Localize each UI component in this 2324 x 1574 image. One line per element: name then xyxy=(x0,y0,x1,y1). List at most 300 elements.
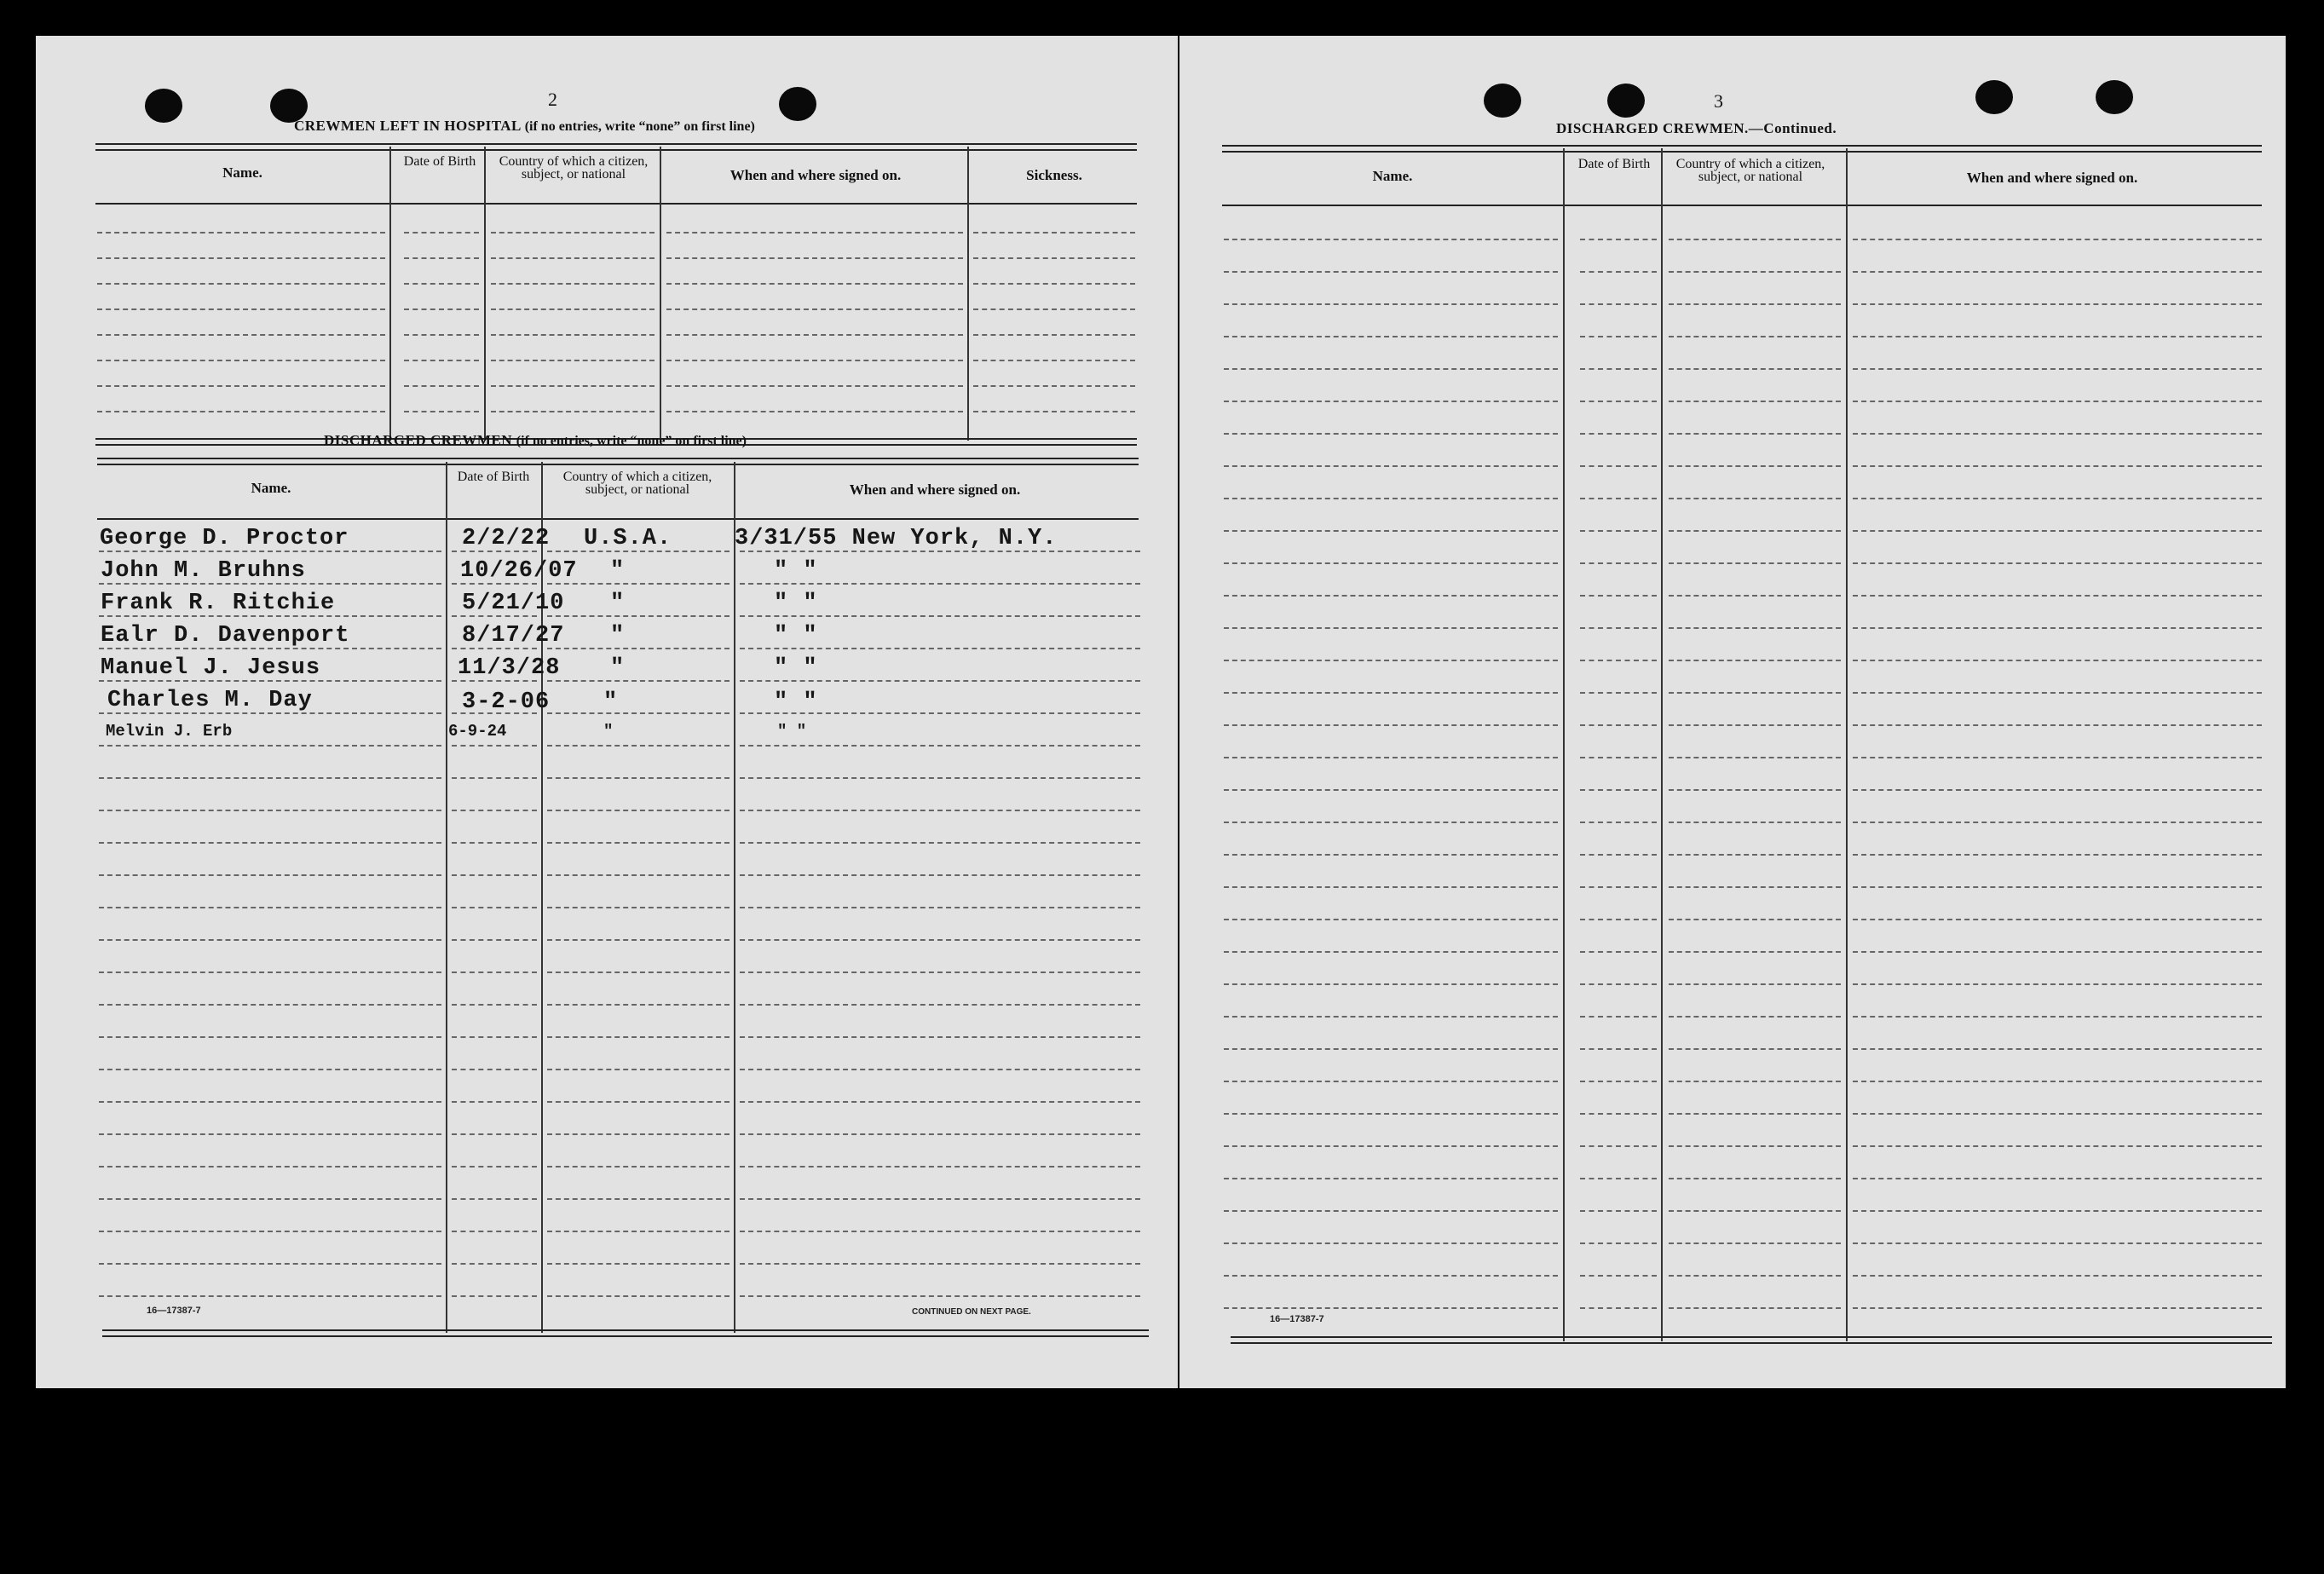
ruled-line xyxy=(97,385,385,387)
discharged-divider xyxy=(446,462,447,1333)
ruled-line xyxy=(1669,919,1841,920)
ruled-line xyxy=(547,1295,729,1297)
ruled-line xyxy=(452,874,537,876)
form-number: 16—17387-7 xyxy=(147,1306,201,1316)
ruled-line xyxy=(666,308,963,310)
ruled-line xyxy=(1853,336,2262,337)
discharged-divider xyxy=(734,462,735,1333)
ruled-line xyxy=(1224,1113,1558,1115)
ruled-line xyxy=(1580,1210,1657,1212)
ruled-line xyxy=(740,971,1140,973)
ruled-line xyxy=(1669,433,1841,435)
ruled-line xyxy=(1224,886,1558,888)
ruled-line xyxy=(99,810,441,811)
ruled-line xyxy=(99,907,441,908)
crew-signed: " " xyxy=(774,591,818,616)
ruled-line xyxy=(1224,789,1558,791)
ruled-line xyxy=(491,360,655,361)
ruled-line xyxy=(973,385,1135,387)
ruled-line xyxy=(740,1133,1140,1135)
discharged-col-name: Name. xyxy=(251,480,291,496)
ruled-line xyxy=(547,907,729,908)
ruled-line xyxy=(740,1004,1140,1006)
discharged-top-rule xyxy=(97,458,1139,465)
ruled-line xyxy=(547,1069,729,1070)
ruled-line xyxy=(1853,1016,2262,1018)
ruled-line xyxy=(666,411,963,412)
ruled-line xyxy=(1580,822,1657,823)
right-header-rule xyxy=(1222,205,2262,206)
ruled-line xyxy=(1853,530,2262,532)
ruled-line xyxy=(1224,336,1558,337)
ruled-line xyxy=(452,1036,537,1038)
ruled-line xyxy=(547,745,729,747)
ruled-line xyxy=(1224,1210,1558,1212)
ruled-line xyxy=(452,1231,537,1232)
ruled-line xyxy=(1580,368,1657,370)
ruled-line xyxy=(1669,368,1841,370)
discharged-col-dob: Date of Birth xyxy=(457,470,530,484)
ruled-line xyxy=(404,411,479,412)
page-number: 2 xyxy=(548,89,557,110)
ruled-line xyxy=(666,232,963,234)
ruled-line xyxy=(1224,660,1558,661)
ruled-line xyxy=(1853,951,2262,953)
ruled-line xyxy=(740,1166,1140,1168)
ruled-line xyxy=(740,907,1140,908)
ruled-line xyxy=(452,1198,537,1200)
ruled-line xyxy=(1853,724,2262,726)
hospital-col-dob: Date of Birth xyxy=(403,154,476,169)
ruled-line xyxy=(1224,562,1558,564)
ruled-line xyxy=(1669,401,1841,402)
ruled-line xyxy=(547,1263,729,1265)
ruled-line xyxy=(452,1263,537,1265)
ruled-line xyxy=(740,1036,1140,1038)
right-divider xyxy=(1661,148,1663,1341)
ruled-line xyxy=(97,257,385,259)
ruled-line xyxy=(1580,1307,1657,1309)
punch-hole xyxy=(2096,80,2133,114)
ruled-line xyxy=(1224,239,1558,240)
crew-signed: " " xyxy=(774,623,818,649)
ruled-line xyxy=(1224,1048,1558,1050)
ruled-line xyxy=(740,874,1140,876)
ruled-line xyxy=(1669,951,1841,953)
discharged-section-instruction: (if no entries, write “none” on first line) xyxy=(516,434,747,448)
ruled-line xyxy=(97,360,385,361)
ruled-line xyxy=(547,971,729,973)
ruled-line xyxy=(99,1036,441,1038)
ruled-line xyxy=(452,939,537,941)
ruled-line xyxy=(97,232,385,234)
ruled-line xyxy=(973,308,1135,310)
ruled-line xyxy=(452,1004,537,1006)
ruled-line xyxy=(547,1101,729,1103)
ruled-line xyxy=(1224,724,1558,726)
ruled-line xyxy=(99,1231,441,1232)
ruled-line xyxy=(1853,886,2262,888)
ruled-line xyxy=(452,842,537,844)
ruled-line xyxy=(1669,789,1841,791)
ruled-line xyxy=(1580,562,1657,564)
crew-country: " xyxy=(603,689,619,715)
ruled-line xyxy=(1224,757,1558,758)
ruled-line xyxy=(99,939,441,941)
ruled-line xyxy=(452,1133,537,1135)
ruled-line xyxy=(452,745,537,747)
ruled-line xyxy=(547,1198,729,1200)
discharged-section-title: DISCHARGED CREWMEN (if no entries, write “none” on first line) xyxy=(324,432,747,448)
ruled-line xyxy=(740,1295,1140,1297)
ruled-line xyxy=(1580,498,1657,499)
ruled-line xyxy=(1580,239,1657,240)
ruled-line xyxy=(1669,854,1841,856)
ruled-line xyxy=(1224,951,1558,953)
ruled-line xyxy=(1669,498,1841,499)
crew-country: U.S.A. xyxy=(584,526,672,551)
ruled-line xyxy=(99,1198,441,1200)
crew-dob: 6-9-24 xyxy=(448,722,507,741)
ruled-line xyxy=(1853,1145,2262,1147)
ruled-line xyxy=(1853,271,2262,273)
ruled-line xyxy=(1580,530,1657,532)
ruled-line xyxy=(1580,303,1657,305)
ruled-line xyxy=(1224,1081,1558,1082)
ruled-line xyxy=(1669,692,1841,694)
ruled-line xyxy=(1853,303,2262,305)
ruled-line xyxy=(99,1069,441,1070)
ruled-line xyxy=(1669,271,1841,273)
ruled-line xyxy=(547,712,729,714)
left-page xyxy=(36,36,1178,1388)
ruled-line xyxy=(404,334,479,336)
ruled-line xyxy=(97,283,385,285)
ruled-line xyxy=(1669,757,1841,758)
ruled-line xyxy=(1580,951,1657,953)
ruled-line xyxy=(1853,1081,2262,1082)
ruled-line xyxy=(1580,465,1657,467)
ruled-line xyxy=(740,1263,1140,1265)
hospital-section-title: CREWMEN LEFT IN HOSPITAL (if no entries, write “none” on first line) xyxy=(294,118,755,134)
ruled-line xyxy=(1853,465,2262,467)
punch-hole xyxy=(1607,84,1645,118)
ruled-line xyxy=(491,232,655,234)
ruled-line xyxy=(1853,433,2262,435)
ruled-line xyxy=(1669,1145,1841,1147)
ruled-line xyxy=(1853,919,2262,920)
crew-country: " xyxy=(610,591,626,616)
hospital-divider xyxy=(967,147,969,441)
ruled-line xyxy=(1669,1178,1841,1179)
hospital-divider xyxy=(389,147,391,441)
ruled-line xyxy=(99,1295,441,1297)
ruled-line xyxy=(1669,239,1841,240)
ruled-line xyxy=(1853,1210,2262,1212)
discharged-header-rule xyxy=(97,518,1139,520)
crew-dob: 11/3/28 xyxy=(458,655,561,681)
ruled-line xyxy=(404,257,479,259)
ruled-line xyxy=(1224,465,1558,467)
ruled-line xyxy=(1669,530,1841,532)
ruled-line xyxy=(740,1101,1140,1103)
ruled-line xyxy=(491,257,655,259)
ruled-line xyxy=(547,648,729,649)
right-top-rule xyxy=(1222,145,2262,153)
ruled-line xyxy=(1853,239,2262,240)
ruled-line xyxy=(1580,692,1657,694)
ruled-line xyxy=(740,1231,1140,1232)
ruled-line xyxy=(547,615,729,617)
ruled-line xyxy=(1669,886,1841,888)
ruled-line xyxy=(1853,595,2262,597)
ruled-line xyxy=(1580,271,1657,273)
ruled-line xyxy=(1580,919,1657,920)
ruled-line xyxy=(740,939,1140,941)
ruled-line xyxy=(1669,1048,1841,1050)
crew-country: " xyxy=(603,722,614,741)
ruled-line xyxy=(491,283,655,285)
ruled-line xyxy=(99,1004,441,1006)
ruled-line xyxy=(973,257,1135,259)
ruled-line xyxy=(1669,1242,1841,1244)
ruled-line xyxy=(1669,465,1841,467)
ruled-line xyxy=(1669,336,1841,337)
crew-dob: 5/21/10 xyxy=(462,591,565,616)
crew-name: George D. Proctor xyxy=(100,526,349,551)
ruled-line xyxy=(547,842,729,844)
ruled-line xyxy=(547,874,729,876)
ruled-line xyxy=(99,1166,441,1168)
ruled-line xyxy=(1580,1275,1657,1277)
ruled-line xyxy=(1580,886,1657,888)
ruled-line xyxy=(1669,562,1841,564)
ruled-line xyxy=(1853,822,2262,823)
ruled-line xyxy=(1853,757,2262,758)
ruled-line xyxy=(97,411,385,412)
ruled-line xyxy=(666,283,963,285)
crew-country: " xyxy=(610,655,626,681)
continued-section-title: DISCHARGED CREWMEN.—Continued. xyxy=(1556,120,1837,136)
ruled-line xyxy=(547,1231,729,1232)
hospital-header-rule xyxy=(95,203,1137,205)
ruled-line xyxy=(1853,660,2262,661)
ruled-line xyxy=(740,745,1140,747)
ruled-line xyxy=(547,939,729,941)
ruled-line xyxy=(452,777,537,779)
ruled-line xyxy=(99,1263,441,1265)
ruled-line xyxy=(973,334,1135,336)
ruled-line xyxy=(1224,1275,1558,1277)
page-number: 3 xyxy=(1714,90,1723,112)
ruled-line xyxy=(740,842,1140,844)
ruled-line xyxy=(404,283,479,285)
crew-dob: 2/2/22 xyxy=(462,526,551,551)
crew-name: John M. Bruhns xyxy=(101,558,306,584)
ruled-line xyxy=(547,777,729,779)
hospital-divider xyxy=(484,147,486,441)
ruled-line xyxy=(1669,1081,1841,1082)
ruled-line xyxy=(1853,1275,2262,1277)
ruled-line xyxy=(547,1036,729,1038)
ruled-line xyxy=(491,334,655,336)
punch-hole xyxy=(779,87,816,121)
ruled-line xyxy=(1224,498,1558,499)
ruled-line xyxy=(452,1101,537,1103)
ruled-line xyxy=(99,745,441,747)
ruled-line xyxy=(547,1004,729,1006)
ruled-line xyxy=(547,1133,729,1135)
ruled-line xyxy=(1853,1113,2262,1115)
ruled-line xyxy=(99,777,441,779)
ruled-line xyxy=(1224,854,1558,856)
ruled-line xyxy=(404,232,479,234)
crew-country: " xyxy=(610,558,626,584)
ruled-line xyxy=(1853,1307,2262,1309)
ruled-line xyxy=(404,385,479,387)
ruled-line xyxy=(404,360,479,361)
ruled-line xyxy=(1224,368,1558,370)
hospital-col-country: Country of which a citizen, subject, or national xyxy=(499,154,649,182)
ruled-line xyxy=(1853,854,2262,856)
ruled-line xyxy=(547,810,729,811)
ruled-line xyxy=(97,308,385,310)
ruled-line xyxy=(1224,1145,1558,1147)
ruled-line xyxy=(973,360,1135,361)
ruled-line xyxy=(666,385,963,387)
ruled-line xyxy=(1669,1210,1841,1212)
crew-name: Charles M. Day xyxy=(107,688,313,713)
ruled-line xyxy=(1224,595,1558,597)
crew-signed: " " xyxy=(774,558,818,584)
ruled-line xyxy=(1224,530,1558,532)
right-col-country: Country of which a citizen, subject, or national xyxy=(1675,157,1825,184)
ruled-line xyxy=(452,1166,537,1168)
crew-signed: " " xyxy=(777,722,807,741)
ruled-line xyxy=(1580,1016,1657,1018)
right-divider xyxy=(1846,148,1848,1341)
ruled-line xyxy=(99,1101,441,1103)
ruled-line xyxy=(1580,983,1657,985)
ruled-line xyxy=(1580,1178,1657,1179)
hospital-section-instruction: (if no entries, write “none” on first line) xyxy=(524,119,755,134)
ruled-line xyxy=(1669,627,1841,629)
ruled-line xyxy=(1669,724,1841,726)
ruled-line xyxy=(491,411,655,412)
ruled-line xyxy=(1669,303,1841,305)
ruled-line xyxy=(1853,562,2262,564)
right-col-name: Name. xyxy=(1372,168,1413,184)
ruled-line xyxy=(1580,757,1657,758)
ruled-line xyxy=(1853,368,2262,370)
discharged-col-signed: When and where signed on. xyxy=(849,481,1021,498)
ruled-line xyxy=(1669,1016,1841,1018)
crew-country: " xyxy=(610,623,626,649)
crew-name: Ealr D. Davenport xyxy=(101,623,350,649)
crew-signed: 3/31/55 New York, N.Y. xyxy=(735,526,1058,551)
hospital-col-sickness: Sickness. xyxy=(1026,167,1082,183)
ruled-line xyxy=(1224,1242,1558,1244)
ruled-line xyxy=(1224,919,1558,920)
ruled-line xyxy=(1580,1242,1657,1244)
ruled-line xyxy=(1853,692,2262,694)
ruled-line xyxy=(452,907,537,908)
ruled-line xyxy=(99,1133,441,1135)
punch-hole xyxy=(145,89,182,123)
crew-dob: 8/17/27 xyxy=(462,623,565,649)
ruled-line xyxy=(1580,789,1657,791)
crew-signed: " " xyxy=(774,655,818,681)
right-col-dob: Date of Birth xyxy=(1577,157,1651,171)
ruled-line xyxy=(1224,433,1558,435)
ruled-line xyxy=(1580,1145,1657,1147)
ruled-line xyxy=(547,1166,729,1168)
ruled-line xyxy=(1669,822,1841,823)
ruled-line xyxy=(1224,1016,1558,1018)
crew-dob: 10/26/07 xyxy=(460,558,578,584)
ruled-line xyxy=(1669,1307,1841,1309)
ruled-line xyxy=(666,334,963,336)
ruled-line xyxy=(1580,627,1657,629)
ruled-line xyxy=(1224,627,1558,629)
punch-hole xyxy=(1484,84,1521,118)
ruled-line xyxy=(1669,660,1841,661)
right-col-signed: When and where signed on. xyxy=(1966,170,2138,186)
ruled-line xyxy=(1853,1178,2262,1179)
ruled-line xyxy=(452,810,537,811)
right-page xyxy=(1179,36,2286,1388)
crew-dob: 3-2-06 xyxy=(462,689,551,715)
ruled-line xyxy=(1580,595,1657,597)
ruled-line xyxy=(666,360,963,361)
ruled-line xyxy=(1224,822,1558,823)
discharged-col-country: Country of which a citizen, subject, or national xyxy=(562,470,712,497)
ruled-line xyxy=(99,971,441,973)
crew-name: Melvin J. Erb xyxy=(106,722,233,741)
ruled-line xyxy=(97,334,385,336)
ruled-line xyxy=(1853,1048,2262,1050)
ruled-line xyxy=(1580,1048,1657,1050)
ruled-line xyxy=(1224,1307,1558,1309)
form-number: 16—17387-7 xyxy=(1270,1314,1324,1324)
ruled-line xyxy=(1669,983,1841,985)
ruled-line xyxy=(973,283,1135,285)
ruled-line xyxy=(99,842,441,844)
ruled-line xyxy=(740,810,1140,811)
ruled-line xyxy=(973,411,1135,412)
hospital-top-rule xyxy=(95,143,1137,151)
ruled-line xyxy=(452,1295,537,1297)
crew-name: Frank R. Ritchie xyxy=(101,591,336,616)
ruled-line xyxy=(1224,1178,1558,1179)
continued-note: CONTINUED ON NEXT PAGE. xyxy=(912,1307,1031,1317)
ruled-line xyxy=(1580,1113,1657,1115)
hospital-divider xyxy=(660,147,661,441)
ruled-line xyxy=(1669,595,1841,597)
ruled-line xyxy=(1853,401,2262,402)
right-divider xyxy=(1563,148,1565,1341)
crew-signed: " " xyxy=(774,689,818,715)
hospital-col-signed: When and where signed on. xyxy=(729,167,902,183)
ruled-line xyxy=(1580,854,1657,856)
ruled-line xyxy=(1580,433,1657,435)
ruled-line xyxy=(1580,724,1657,726)
ruled-line xyxy=(1853,1242,2262,1244)
ruled-line xyxy=(740,1198,1140,1200)
ruled-line xyxy=(1853,627,2262,629)
ruled-line xyxy=(1580,660,1657,661)
ruled-line xyxy=(1853,498,2262,499)
